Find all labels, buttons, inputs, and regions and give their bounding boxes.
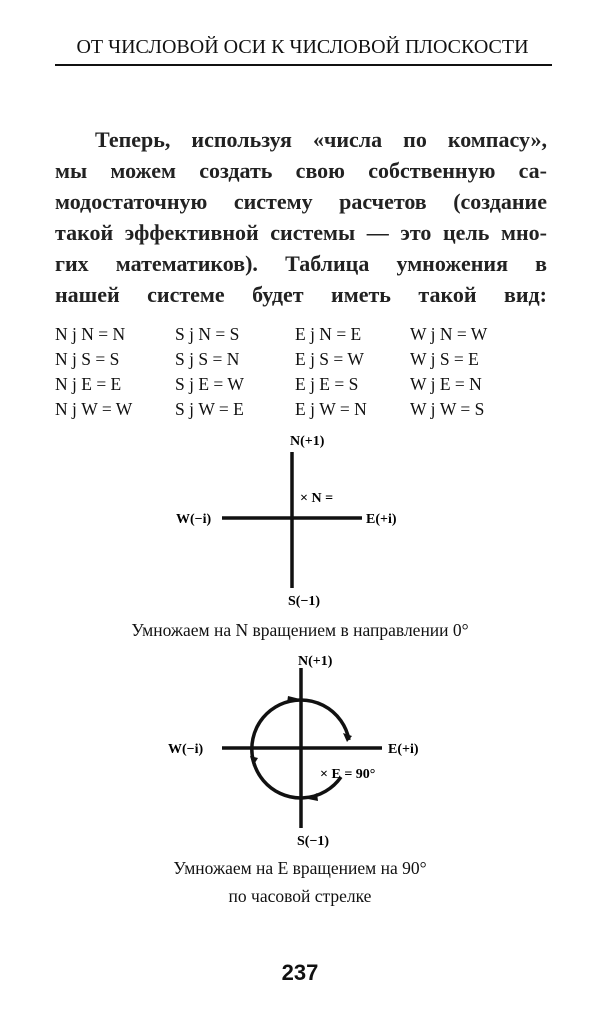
south-label: S(−1) [297, 834, 330, 849]
multiply-note: × E = 90° [320, 767, 376, 782]
diagram2-caption-line: по часовой стрелке [228, 886, 372, 906]
east-label: E(+i) [388, 742, 419, 757]
table-cell: N ϳ W = W [55, 399, 133, 419]
table-cell: S ϳ E = W [175, 374, 244, 394]
table-cell: E ϳ E = S [295, 374, 359, 394]
table-cell: E ϳ W = N [295, 399, 367, 419]
table-cell: N ϳ N = N [55, 324, 126, 344]
table-cell: S ϳ W = E [175, 399, 244, 419]
table-cell: W ϳ S = E [410, 349, 479, 369]
east-label: E(+i) [366, 512, 397, 527]
paragraph-line: такой эффективной системы — это цель мно- [55, 220, 547, 245]
north-label: N(+1) [290, 434, 325, 449]
diagram-rotation-90 [168, 654, 419, 849]
table-cell: W ϳ E = N [410, 374, 482, 394]
west-label: W(−i) [176, 512, 212, 527]
table-cell: S ϳ N = S [175, 324, 240, 344]
west-label: W(−i) [168, 742, 204, 757]
page-number: 237 [281, 960, 319, 985]
south-label: S(−1) [288, 594, 321, 609]
table-cell: W ϳ N = W [410, 324, 488, 344]
diagram1-caption: Умножаем на N вращением в направлении 0° [131, 620, 469, 640]
table-cell: N ϳ S = S [55, 349, 120, 369]
paragraph-line: гих математиков). Таблица умножения в [55, 251, 547, 276]
north-label: N(+1) [298, 654, 333, 669]
table-cell: N ϳ E = E [55, 374, 122, 394]
paragraph-line: мы можем создать свою собственную са- [55, 158, 547, 183]
table-cell: E ϳ S = W [295, 349, 364, 369]
running-header: ОТ ЧИСЛОВОЙ ОСИ К ЧИСЛОВОЙ ПЛОСКОСТИ [76, 36, 529, 58]
diagram2-caption-line: Умножаем на E вращением на 90° [173, 858, 427, 878]
table-cell: E ϳ N = E [295, 324, 362, 344]
table-cell: S ϳ S = N [175, 349, 240, 369]
paragraph-line: модостаточную систему расчетов (создание [55, 189, 547, 214]
diagram-rotation-0 [176, 434, 397, 609]
table-cell: W ϳ W = S [410, 399, 485, 419]
multiply-note: × N = [300, 491, 334, 506]
paragraph-line: Теперь, используя «числа по компасу», [95, 127, 547, 152]
paragraph-line: нашей системе будет иметь такой вид: [55, 282, 547, 307]
